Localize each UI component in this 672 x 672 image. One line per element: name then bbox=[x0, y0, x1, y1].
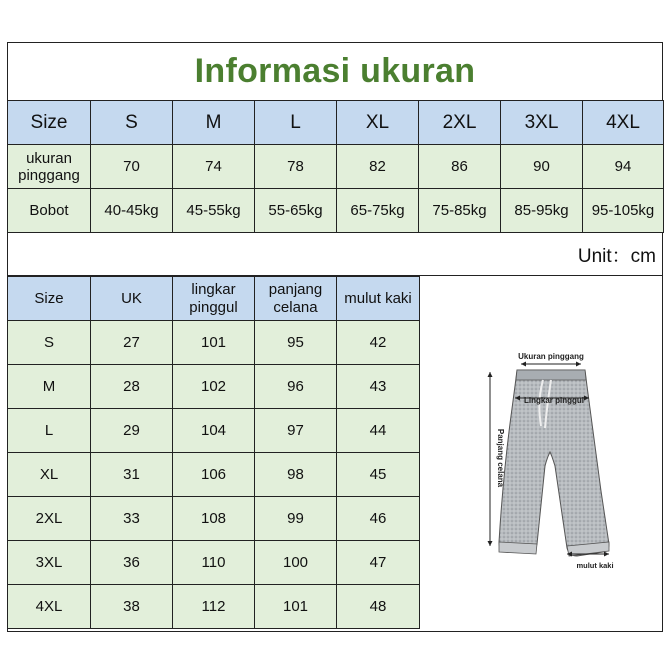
table-cell: 4XL bbox=[8, 585, 91, 629]
table-cell: 70 bbox=[91, 145, 173, 189]
header-cell: UK bbox=[91, 277, 173, 321]
table-cell: 29 bbox=[91, 409, 173, 453]
table-cell: 95 bbox=[255, 321, 337, 365]
table-row bbox=[8, 453, 420, 497]
table-cell: 46 bbox=[337, 497, 420, 541]
table-cell: 65-75kg bbox=[337, 189, 419, 233]
waist-arrow bbox=[521, 362, 581, 367]
waist-label: Ukuran pinggang bbox=[518, 352, 584, 361]
header-cell: mulut kaki bbox=[337, 277, 420, 321]
table-row bbox=[8, 541, 420, 585]
table-cell: 28 bbox=[91, 365, 173, 409]
table-cell: 85-95kg bbox=[501, 189, 583, 233]
size-chart-sheet bbox=[7, 42, 663, 632]
table-row bbox=[8, 365, 420, 409]
pants-illustration bbox=[419, 276, 662, 631]
table-cell: 47 bbox=[337, 541, 420, 585]
row-label: Bobot bbox=[8, 189, 91, 233]
table-row bbox=[8, 189, 664, 233]
table-cell: 2XL bbox=[8, 497, 91, 541]
table-cell: 86 bbox=[419, 145, 501, 189]
table-cell: 44 bbox=[337, 409, 420, 453]
table-cell: 45-55kg bbox=[173, 189, 255, 233]
table-cell: 95-105kg bbox=[583, 189, 664, 233]
hip-label: Lingkar pinggul bbox=[524, 396, 584, 405]
table-cell: 27 bbox=[91, 321, 173, 365]
header-cell: Size bbox=[8, 277, 91, 321]
header-cell: 4XL bbox=[583, 101, 664, 145]
table-cell: 43 bbox=[337, 365, 420, 409]
table-row bbox=[8, 145, 664, 189]
table-cell: 104 bbox=[173, 409, 255, 453]
table-cell: 110 bbox=[173, 541, 255, 585]
table-cell: 106 bbox=[173, 453, 255, 497]
table-cell: 101 bbox=[173, 321, 255, 365]
table-cell: 33 bbox=[91, 497, 173, 541]
table-cell: 75-85kg bbox=[419, 189, 501, 233]
table-cell: 36 bbox=[91, 541, 173, 585]
table-cell: 40-45kg bbox=[91, 189, 173, 233]
pants-diagram bbox=[419, 276, 662, 631]
table-cell: 102 bbox=[173, 365, 255, 409]
hem-label: mulut kaki bbox=[576, 561, 614, 570]
table-cell: L bbox=[8, 409, 91, 453]
header-cell: S bbox=[91, 101, 173, 145]
table-row bbox=[8, 321, 420, 365]
table-cell: 108 bbox=[173, 497, 255, 541]
header-cell: 3XL bbox=[501, 101, 583, 145]
detail-table bbox=[7, 276, 420, 629]
header-cell: 2XL bbox=[419, 101, 501, 145]
page-title: Informasi ukuran bbox=[8, 43, 662, 101]
header-cell: L bbox=[255, 101, 337, 145]
table-cell: 78 bbox=[255, 145, 337, 189]
table-row bbox=[8, 497, 420, 541]
table-cell: 82 bbox=[337, 145, 419, 189]
table-cell: XL bbox=[8, 453, 91, 497]
table-cell: 98 bbox=[255, 453, 337, 497]
table-cell: 31 bbox=[91, 453, 173, 497]
header-cell: Size bbox=[8, 101, 91, 145]
length-label: Panjang celana bbox=[496, 428, 505, 488]
table-cell: 99 bbox=[255, 497, 337, 541]
header-cell: M bbox=[173, 101, 255, 145]
table-cell: 74 bbox=[173, 145, 255, 189]
table-cell: 100 bbox=[255, 541, 337, 585]
table-cell: 97 bbox=[255, 409, 337, 453]
table-cell: 3XL bbox=[8, 541, 91, 585]
header-cell: lingkar pinggul bbox=[173, 277, 255, 321]
table-cell: 90 bbox=[501, 145, 583, 189]
table-cell: 101 bbox=[255, 585, 337, 629]
table-cell: 42 bbox=[337, 321, 420, 365]
table-row bbox=[8, 585, 420, 629]
unit-label: Unit：cm bbox=[8, 233, 662, 276]
length-arrow bbox=[488, 372, 493, 546]
table-cell: M bbox=[8, 365, 91, 409]
size-table bbox=[7, 100, 664, 233]
table-cell: 112 bbox=[173, 585, 255, 629]
table-cell: 48 bbox=[337, 585, 420, 629]
table-cell: 96 bbox=[255, 365, 337, 409]
detail-table-header bbox=[8, 277, 420, 321]
table-cell: 94 bbox=[583, 145, 664, 189]
table-cell: 45 bbox=[337, 453, 420, 497]
row-label: ukuran pinggang bbox=[8, 145, 91, 189]
header-cell: panjang celana bbox=[255, 277, 337, 321]
header-cell: XL bbox=[337, 101, 419, 145]
table-row bbox=[8, 409, 420, 453]
size-table-header bbox=[8, 101, 664, 145]
table-cell: 55-65kg bbox=[255, 189, 337, 233]
table-cell: S bbox=[8, 321, 91, 365]
table-cell: 38 bbox=[91, 585, 173, 629]
